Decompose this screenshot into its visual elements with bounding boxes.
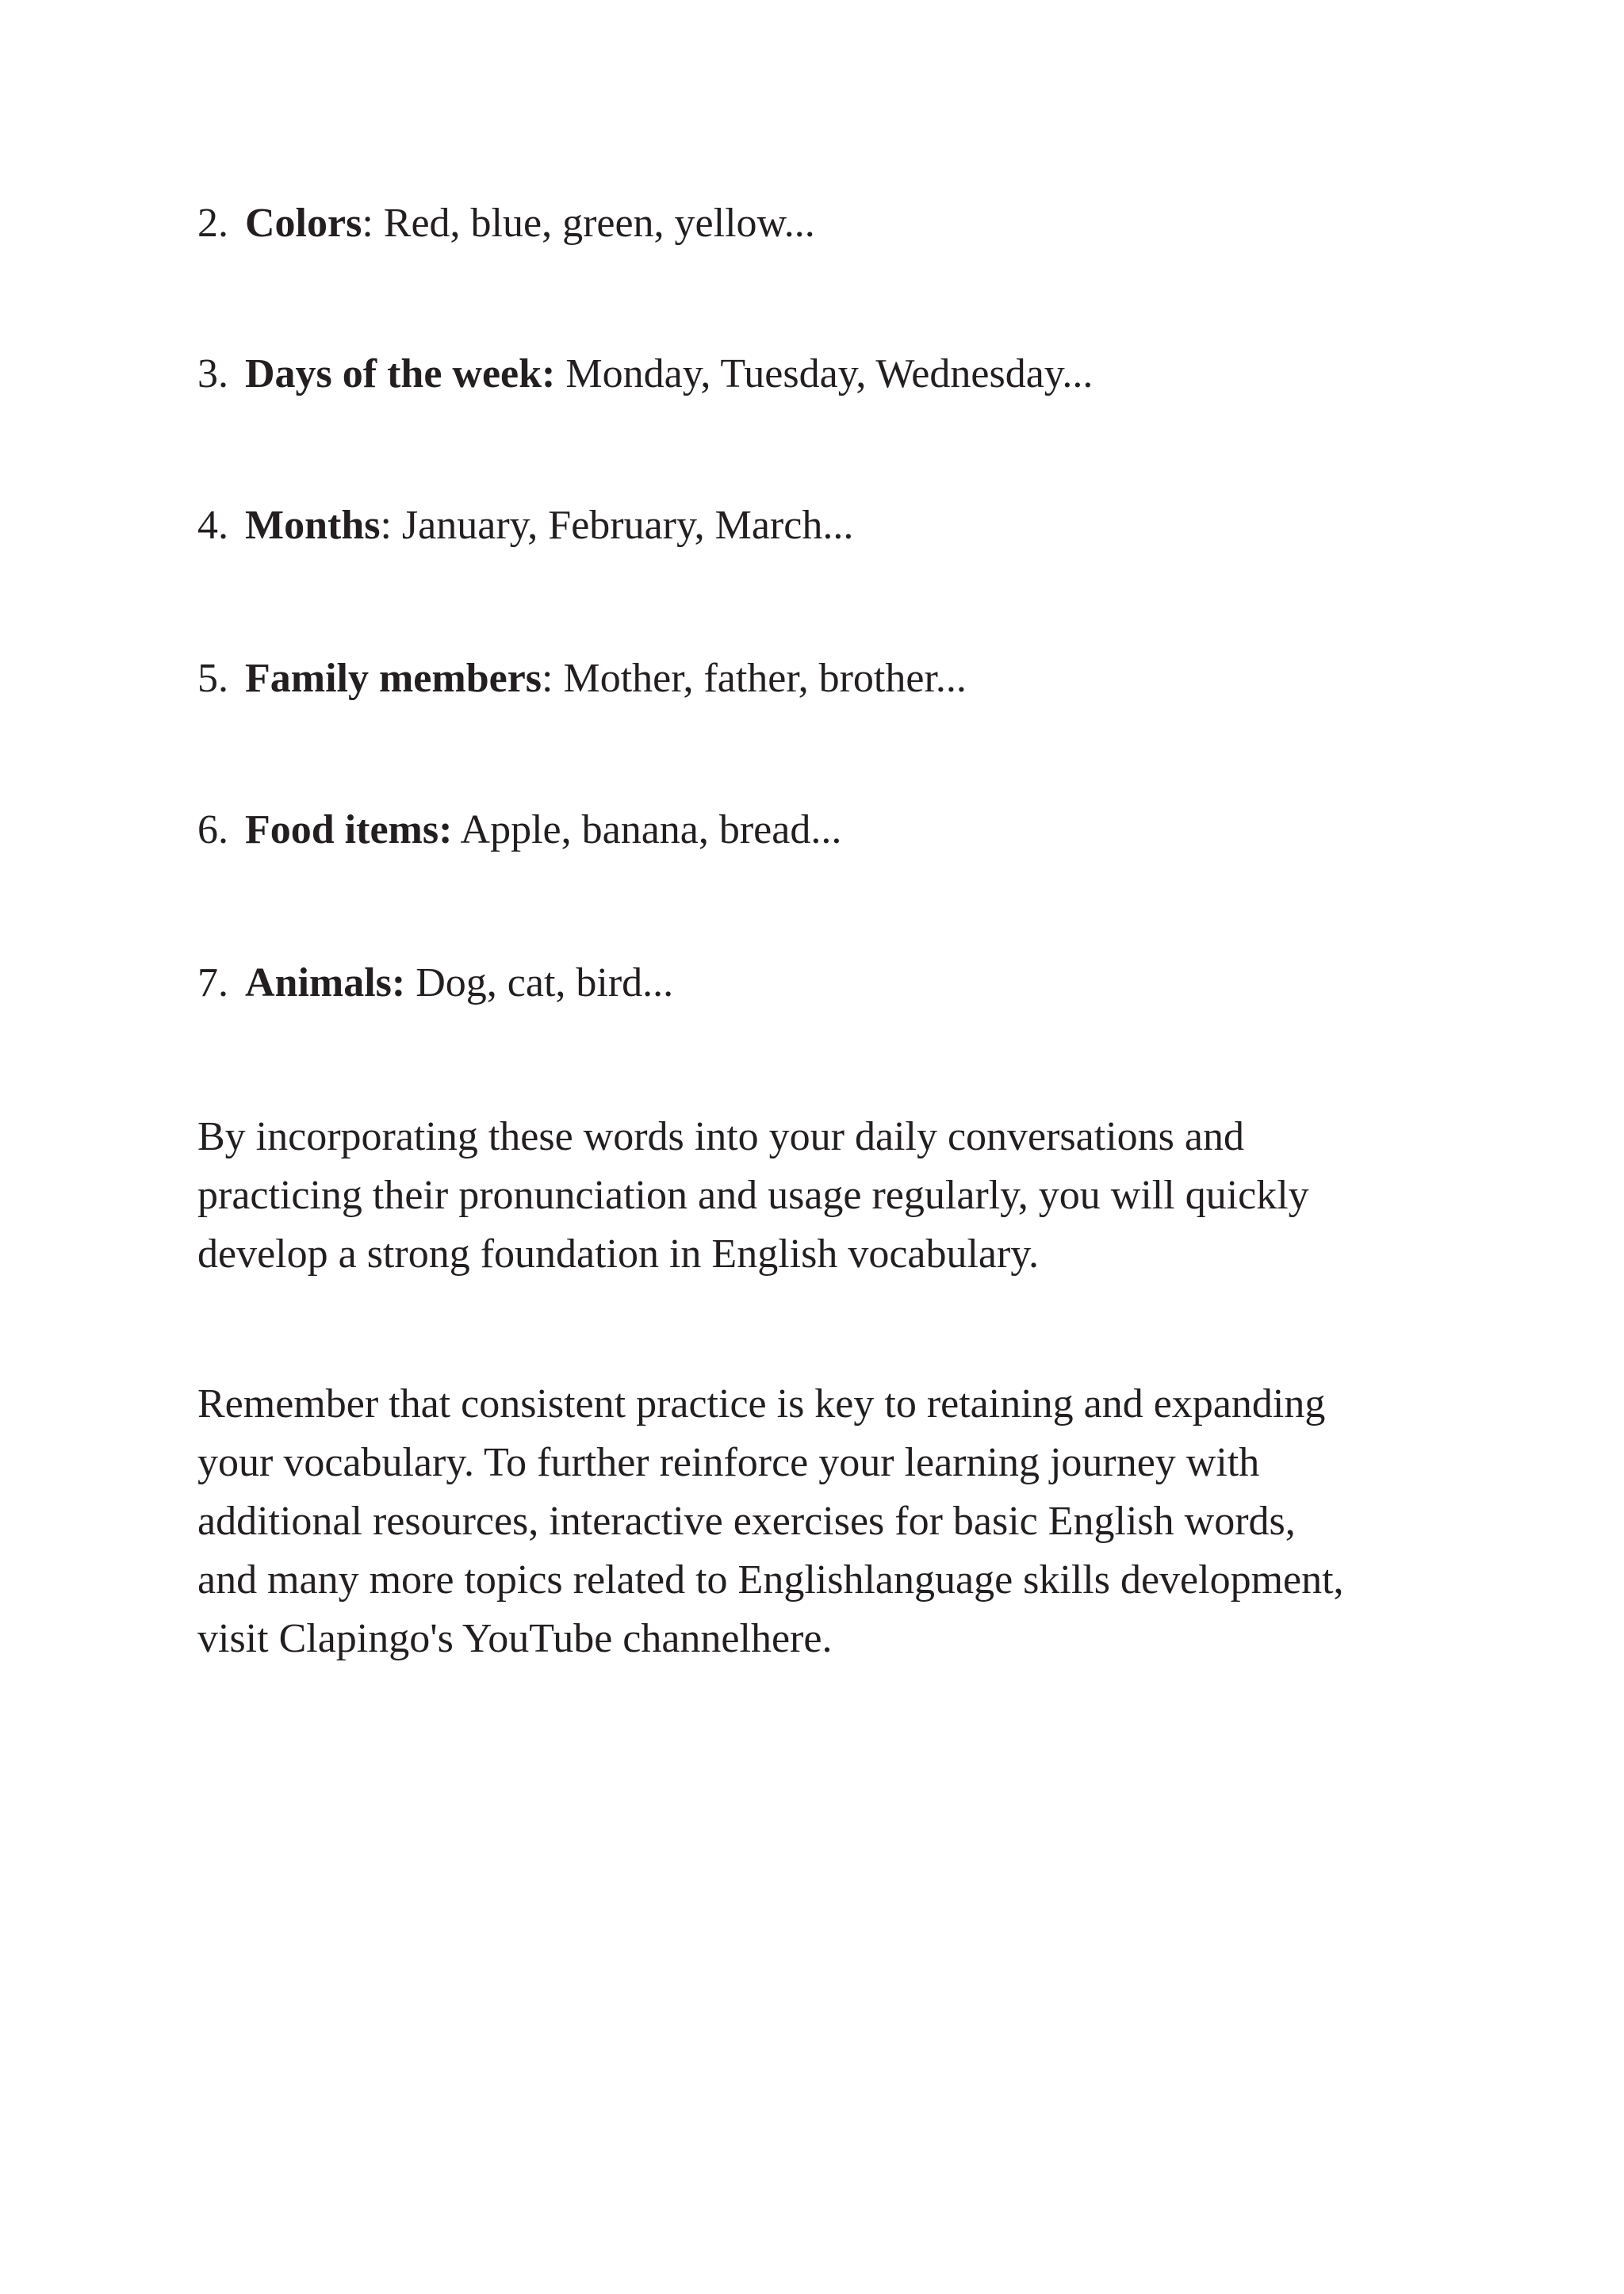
paragraph-line: By incorporating these words into your daily conversations and <box>197 1114 1244 1159</box>
list-text: Dog, cat, bird... <box>405 960 674 1005</box>
list-item-family-members <box>197 655 967 703</box>
list-term: Colors <box>245 201 362 246</box>
list-item-colors <box>197 200 815 247</box>
paragraph-consistent-practice <box>197 1375 1434 1668</box>
list-number: 4. <box>197 503 228 548</box>
paragraph-line: additional resources, interactive exercises for basic English words, <box>197 1499 1296 1544</box>
paragraph-line: practicing their pronunciation and usage regularly, you will quickly <box>197 1173 1309 1218</box>
list-number: 7. <box>197 960 228 1005</box>
list-number: 6. <box>197 807 228 852</box>
paragraph-line: develop a strong foundation in English vocabulary. <box>197 1231 1039 1277</box>
paragraph-line: Remember that consistent practice is key to retaining and expanding <box>197 1381 1326 1427</box>
paragraph-line: your vocabulary. To further reinforce your learning journey with <box>197 1440 1260 1485</box>
list-item-months <box>197 502 853 550</box>
list-term: Food items: <box>245 807 453 852</box>
list-term: Family members <box>245 656 542 701</box>
list-item-food-items <box>197 806 841 854</box>
list-text: Apple, banana, bread... <box>452 807 842 852</box>
list-text: : Mother, father, brother... <box>542 656 967 701</box>
list-term: Animals: <box>245 960 406 1005</box>
list-item-days-of-week <box>197 350 1093 398</box>
list-number: 3. <box>197 351 228 396</box>
paragraph-line: and many more topics related to Englishlanguage skills development, <box>197 1557 1344 1603</box>
paragraph-vocabulary-foundation <box>197 1108 1434 1284</box>
list-text: : January, February, March... <box>380 503 854 548</box>
list-number: 5. <box>197 656 228 701</box>
list-item-animals <box>197 959 673 1007</box>
list-text: Monday, Tuesday, Wednesday... <box>555 351 1094 396</box>
list-text: : Red, blue, green, yellow... <box>362 201 815 246</box>
list-term: Months <box>245 503 381 548</box>
list-term: Days of the week: <box>245 351 556 396</box>
list-number: 2. <box>197 201 228 246</box>
paragraph-line: visit Clapingo's YouTube channelhere. <box>197 1616 833 1661</box>
